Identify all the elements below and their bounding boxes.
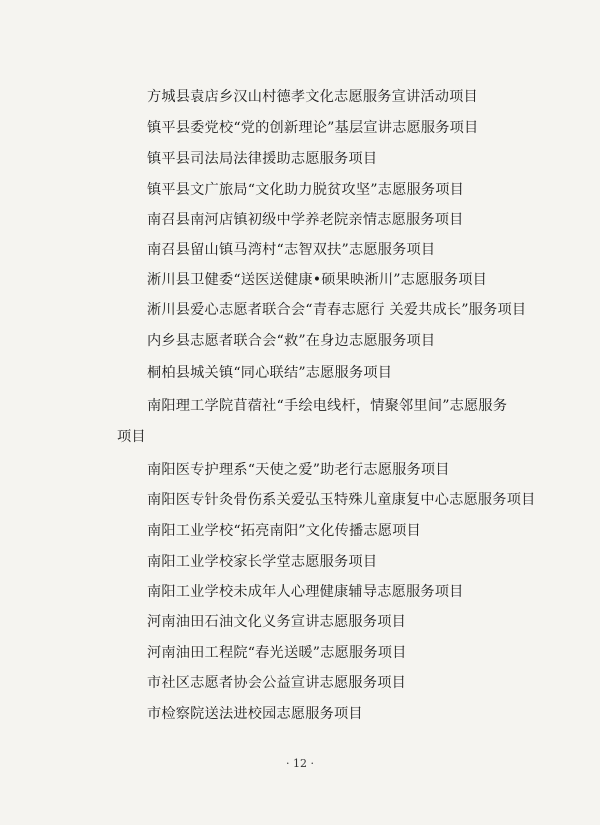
list-item: 淅川县爱心志愿者联合会“青春志愿行 关爱共成长”服务项目 [147,302,527,318]
page-number: · 12 · [286,757,314,770]
list-item: 南阳医专针灸骨伤系关爱弘玉特殊儿童康复中心志愿服务项目 [147,492,536,508]
list-item: 河南油田石油文化义务宣讲志愿服务项目 [147,614,406,630]
list-item: 市社区志愿者协会公益宣讲志愿服务项目 [147,675,406,691]
list-item: 桐柏县城关镇“同心联结”志愿服务项目 [147,365,393,381]
list-item: 镇平县文广旅局“文化助力脱贫攻坚”志愿服务项目 [147,182,465,198]
list-item: 方城县袁店乡汉山村德孝文化志愿服务宣讲活动项目 [147,89,478,105]
list-item: 河南油田工程院“春光送暖”志愿服务项目 [147,645,407,661]
list-item: 南阳工业学校“拓亮南阳”文化传播志愿项目 [147,523,421,539]
list-item: 南召县南河店镇初级中学养老院亲情志愿服务项目 [147,212,464,228]
list-item: 淅川县卫健委“送医送健康•硕果映淅川”志愿服务项目 [147,272,488,288]
list-item: 南阳工业学校未成年人心理健康辅导志愿服务项目 [147,584,464,600]
list-item: 南阳工业学校家长学堂志愿服务项目 [147,554,378,570]
list-item: 镇平县司法局法律援助志愿服务项目 [147,151,378,167]
list-item-continuation: 项目 [117,429,146,445]
list-item: 内乡县志愿者联合会“救”在身边志愿服务项目 [147,333,436,349]
list-item: 市检察院送法进校园志愿服务项目 [147,706,363,722]
list-item: 镇平县委党校“党的创新理论”基层宣讲志愿服务项目 [147,120,479,136]
list-item: 南阳理工学院苜蓿社“手绘电线杆，情聚邻里间”志愿服务 [147,398,508,414]
list-item: 南召县留山镇马湾村“志智双扶”志愿服务项目 [147,242,436,258]
list-item: 南阳医专护理系“天使之爱”助老行志愿服务项目 [147,462,450,478]
